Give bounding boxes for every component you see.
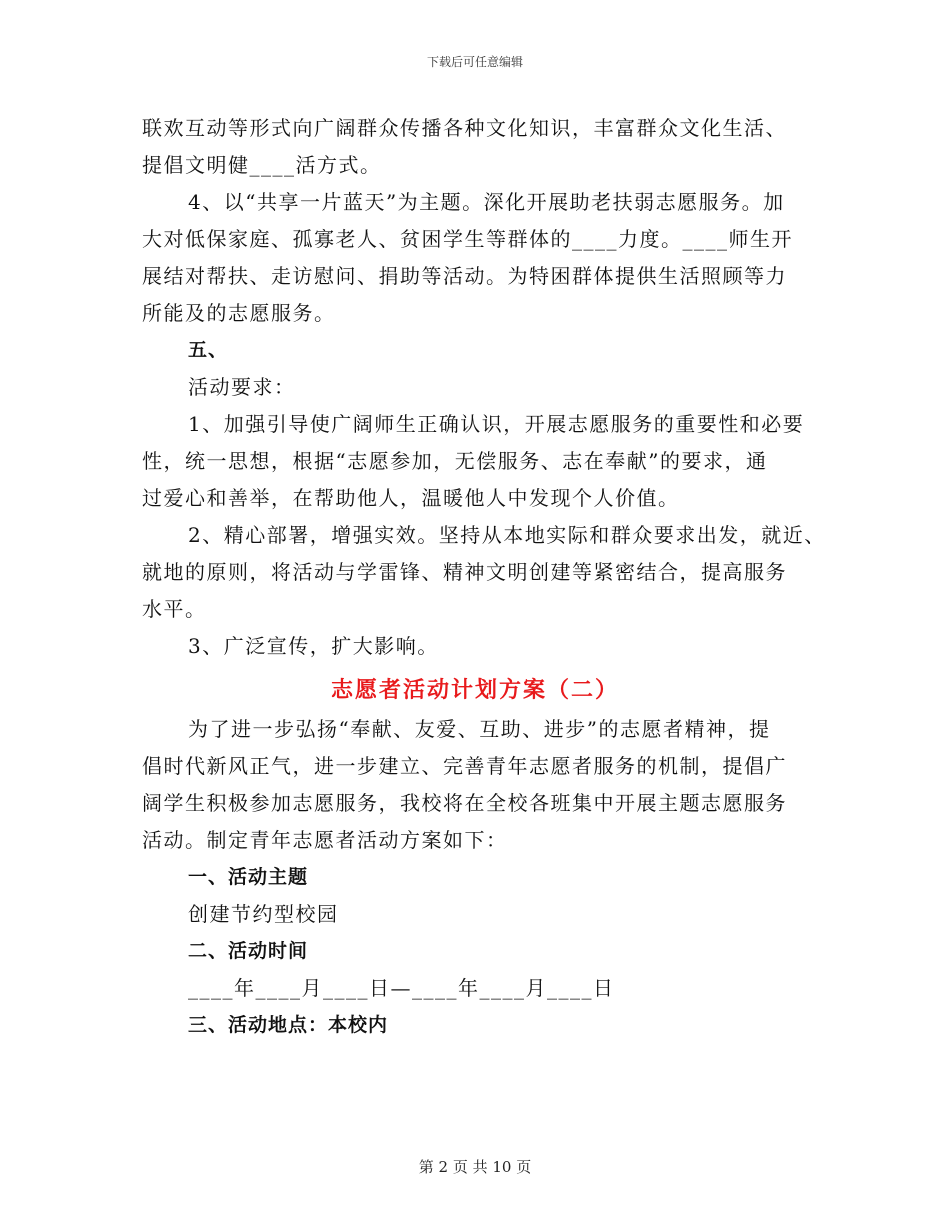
text-line: 大对低保家庭、孤寡老人、贫困学生等群体的____力度。____师生开 bbox=[142, 227, 793, 251]
section-title: 志愿者活动计划方案（二） bbox=[330, 678, 619, 703]
text-line: 二、活动时间 bbox=[188, 940, 309, 962]
text-line: 水平。 bbox=[142, 597, 207, 621]
text-line: 三、活动地点：本校内 bbox=[188, 1014, 389, 1036]
text-line: 联欢互动等形式向广阔群众传播各种文化知识，丰富群众文化生活、 bbox=[142, 116, 787, 140]
text-line: 就地的原则，将活动与学雷锋、精神文明创建等紧密结合，提高服务 bbox=[142, 560, 787, 584]
text-line: 活动。制定青年志愿者活动方案如下： bbox=[142, 828, 508, 852]
text-line: 创建节约型校园 bbox=[188, 902, 339, 926]
paragraph-block-1 bbox=[142, 110, 832, 665]
text-line: 1、加强引导使广阔师生正确认识，开展志愿服务的重要性和必要 bbox=[188, 412, 805, 436]
text-line: 性，统一思想，根据“志愿参加，无偿服务、志在奉献”的要求，通 bbox=[142, 449, 768, 473]
text-line: 一、活动主题 bbox=[188, 866, 309, 888]
text-line: 所能及的志愿服务。 bbox=[142, 301, 336, 325]
paragraph-block-2 bbox=[142, 711, 832, 1044]
text-line: 阔学生积极参加志愿服务，我校将在全校各班集中开展主题志愿服务 bbox=[142, 791, 787, 815]
document-body bbox=[142, 110, 832, 1044]
text-line: 活动要求： bbox=[188, 375, 296, 399]
text-line: 2、精心部署，增强实效。坚持从本地实际和群众要求出发，就近、 bbox=[188, 523, 826, 547]
text-line: 为了进一步弘扬“奉献、友爱、互助、进步”的志愿者精神，提 bbox=[188, 717, 771, 741]
text-line: 提倡文明健____活方式。 bbox=[142, 153, 382, 177]
text-line: 五、 bbox=[188, 339, 229, 361]
text-line: 4、以“共享一片蓝天”为主题。深化开展助老扶弱志愿服务。加 bbox=[188, 190, 785, 214]
text-line: ____年____月____日—____年____月____日 bbox=[188, 976, 615, 1000]
text-line: 3、广泛宣传，扩大影响。 bbox=[188, 634, 439, 658]
text-line: 倡时代新风正气，进一步建立、完善青年志愿者服务的机制，提倡广 bbox=[142, 754, 787, 778]
page-footer: 第 2 页 共 10 页 bbox=[418, 1158, 532, 1176]
page-header: 下载后可任意编辑 bbox=[426, 55, 523, 69]
text-line: 过爱心和善举，在帮助他人，温暖他人中发现个人价值。 bbox=[142, 486, 680, 510]
text-line: 展结对帮扶、走访慰问、捐助等活动。为特困群体提供生活照顾等力 bbox=[142, 264, 787, 288]
